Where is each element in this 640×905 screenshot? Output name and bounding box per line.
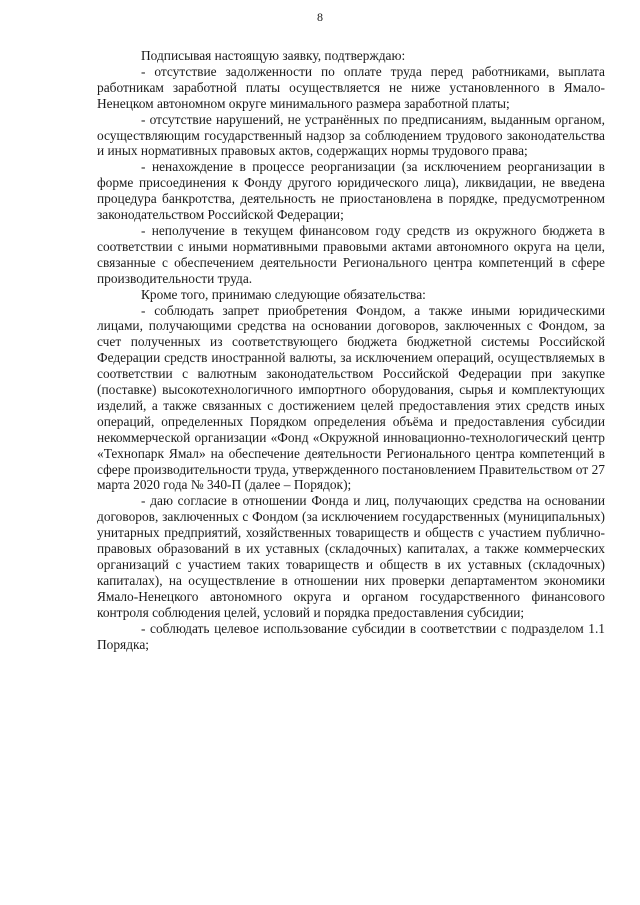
paragraph-no-wage-debt: - отсутствие задолженности по оплате труда перед работниками, выплата работникам заработной платы осуществляется не ниже установленного в Ямало-Ненецком автономном округе минимального размера заработной платы; — [97, 63, 605, 111]
paragraph-currency-ban: - соблюдать запрет приобретения Фондом, а также иными юридическими лицами, получающими средства на основании договоров, заключенных с Фондом, за счет полученных из соответствующего бюджета бюджетной системы Российской Федерации средств иностранной валюты, за исключением операций, осуществляемых в соответствии с валютным законодательством Российской Федерации при закупке (поставке) высокотехнологичного импортного оборудования, сырья и комплектующих изделий, а также связанных с достижением целей предоставления этих средств иных операций, определенных Порядком определения объёма и предоставления субсидии некоммерческой организации «Фонд «Окружной инновационно-технологический центр «Технопарк Ямал» на обеспечение деятельности Регионального центра компетенций в сфере производительности труда, утвержденного постановлением Правительством от 27 марта 2020 года № 340-П (далее – Порядок); — [97, 302, 605, 493]
paragraph-no-violations: - отсутствие нарушений, не устранённых по предписаниям, выданным органом, осуществляющим государственный надзор за соблюдением трудового законодательства и иных нормативных правовых актов, содержащих нормы трудового права; — [97, 111, 605, 159]
paragraph-no-reorganization: - ненахождение в процессе реорганизации (за исключением реорганизации в форме присоединения к Фонду другого юридического лица), ликвидации, не введена процедура банкротства, деятельность не приостановлена в порядке, предусмотренном законодательством Российской Федерации; — [97, 159, 605, 223]
page-number: 8 — [317, 10, 323, 24]
paragraph-target-use: - соблюдать целевое использование субсидии в соответствии с подразделом 1.1 Порядка; — [97, 620, 605, 652]
paragraph-no-other-funding: - неполучение в текущем финансовом году средств из окружного бюджета в соответствии с иными нормативными правовыми актами автономного округа на цели, связанные с обеспечением деятельности Регионального центра компетенций в сфере производительности труда. — [97, 222, 605, 286]
document-body — [97, 48, 605, 652]
paragraph-intro: Подписывая настоящую заявку, подтверждаю: — [141, 48, 406, 63]
paragraph-audit-consent: - даю согласие в отношении Фонда и лиц, получающих средства на основании договоров, заключенных с Фондом (за исключением государственных (муниципальных) унитарных предприятий, хозяйственных товариществ и обществ с участием публично-правовых образований в их уставных (складочных) капиталах, а также коммерческих организаций с участием таких товариществ и обществ в их уставных (складочных) капиталах), на осуществление в отношении них проверки департаментом экономики Ямало-Ненецкого автономного округа и органом государственного финансового контроля соблюдения целей, условий и порядка предоставления субсидии; — [97, 493, 605, 620]
paragraph-obligations-intro: Кроме того, принимаю следующие обязательства: — [141, 286, 426, 302]
